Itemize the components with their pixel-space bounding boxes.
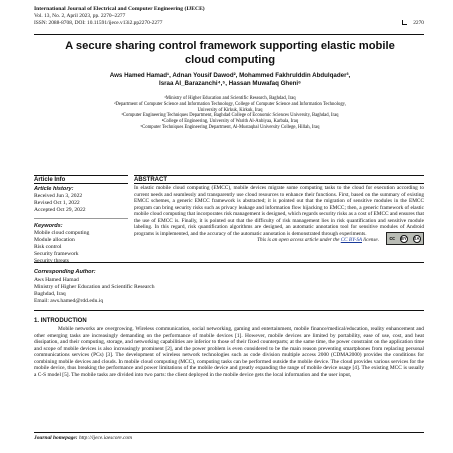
cc-sa-icon: SA (413, 236, 420, 241)
keywords-label: Keywords: (34, 223, 63, 229)
corresponding-org: Ministry of Higher Education and Scientific Research (34, 284, 155, 290)
keyword-item: Mobile cloud computing (34, 230, 90, 236)
journal-title: International Journal of Electrical and Computer Engineering (IJECE) (34, 6, 205, 12)
keyword-item: Risk control (34, 244, 62, 250)
corner-mark-icon (402, 20, 407, 25)
corresponding-name: Aws Hamed Hamad (34, 277, 79, 283)
license-suffix: license. (363, 237, 379, 243)
issn-row (34, 20, 424, 27)
article-info-panel (34, 185, 128, 265)
history-accepted: Accepted Oct 29, 2022 (34, 207, 86, 213)
corresponding-author-block (34, 268, 254, 305)
page-number: 2270 (413, 19, 424, 26)
footer-url[interactable]: http://ijece.iaescore.com (78, 435, 133, 441)
paper-title: A secure sharing control framework supporting elastic mobile cloud computing (65, 40, 395, 66)
header-rule (34, 34, 424, 35)
affiliation-line: University of Kirkuk, Kirkuk, Iraq (197, 107, 263, 113)
license-statement (134, 237, 379, 243)
info-divider (34, 218, 128, 219)
corresponding-city: Baghdad, Iraq (34, 291, 66, 297)
journal-header (34, 6, 424, 26)
author-line-1: Aws Hamed Hamad¹, Adnan Yousif Dawod², Mohammed Fakhrulddin Abdulqader³, (109, 72, 351, 79)
affiliation-line: ⁴College of Engineering, University of Warith Al-Anbiyaa, Karbala, Iraq (161, 119, 299, 125)
history-received: Received Jun 3, 2022 (34, 193, 83, 199)
author-line-2: Israa Al_Barazanchi⁴,⁵, Hassan Muwafaq Gheni⁶ (158, 79, 301, 87)
abstract-heading: ABSTRACT (134, 175, 424, 184)
affiliation-line: ¹Ministry of Higher Education and Scientific Research, Baghdad, Iraq (164, 96, 296, 101)
license-prefix: This is an open access article under the (257, 237, 340, 243)
section-rule (34, 262, 424, 263)
cc-icon: cc (389, 235, 395, 242)
keyword-item: Security framework (34, 251, 79, 257)
section-rule (34, 310, 424, 311)
affiliation-line: ²Department of Computer Science and Information Technology, College of Computer Science and Information Technology, (114, 101, 346, 107)
cc-license-badge[interactable] (386, 232, 424, 245)
journal-volume: Vol. 13, No. 2, April 2023, pp. 2270~2277 (34, 13, 126, 19)
affiliation-line: ³Computer Engineering Techniques Department, Baghdad College of Economic Sciences University, Baghdad, Iraq (121, 113, 339, 119)
corresponding-email[interactable]: Email: aws.hamed@rdd.edu.iq (34, 298, 104, 304)
keyword-item: Module allocation (34, 237, 75, 243)
keyword-item: Security threats (34, 258, 69, 264)
author-list (60, 72, 400, 87)
journal-issn: ISSN: 2088-8708, DOI: 10.11591/ijece.v13i2.pp2270-2277 (34, 19, 163, 26)
introduction-text: Mobile networks are overgrowing. Wireless communication, social networking, gaming and entertainment, mobile finance/medical/education, reality enhancement and other emerging tasks are increasingly demanding on the performance of mobile devices [1]. However, mobile devices are limited by portability, ease of use, cost, and heat dissipation, and their computing, storage, and networking capabilities are inferior to those of their fixed counterparts; at the same time, the power constraint on the application time and scope of mobile devices is also increasingly prominent [2], and the power problem is even considered to be the main reason preventing smartphones from replacing personal communications services (PCs) [3]. The development of wireless network technologies such as code division multiple access 2000 (CDMA2000) provides the conditions for combining mobile devices and clouds. In mobile cloud computing (MCC), computing tasks can be performed outside the mobile device. The cloud provides various services for the mobile device, thus breaking the performance and power limitations of the mobile device and greatly expanding the range of mobile device usage [4]. The existing MCC is usually a C-S model [5]. The mobile tasks are divided into two parts: the client deployed in the mobile device gets the local information and the user input, (34, 326, 424, 378)
corresponding-label: Corresponding Author: (34, 269, 96, 275)
abstract-text: In elastic mobile cloud computing (EMCC), mobile devices migrate some computing tasks to the cloud for execution according to current needs and seamlessly and transparently use cloud resources to enhance their functions. First, based on the summary of existing EMCC schemes, a generic EMCC framework is abstracted; it is pointed out that the migration of sensitive modules in the EMCC program can bring security risks such as privacy leakage and information flow hijacking to EMCC; then, a generic framework of elastic mobile cloud computing that incorporates risk management is designed, which regards security risks as a cost of EMCC and ensures that the use of EMCC is. Finally, it is pointed out that the difficulty of risk management lies in risk quantification and sensitive module labeling. In this regard, risk quantification algorithms are designed, an automatic annotation tool for sensitive modules of Android programs is implemented, and the accuracy of the automatic annotation is demonstrated through experiments. (134, 185, 424, 237)
article-info-heading: Article Info (34, 175, 128, 184)
history-label: Article history: (34, 186, 74, 192)
page-number-block (402, 20, 424, 26)
license-link[interactable]: CC BY-SA (340, 237, 362, 243)
introduction-heading: 1. INTRODUCTION (34, 318, 87, 324)
history-revised: Revised Oct 1, 2022 (34, 200, 80, 206)
cc-by-icon: BY (400, 236, 407, 241)
page-footer (34, 432, 424, 441)
affiliation-list (50, 96, 410, 131)
affiliation-line: ⁵Computer Techniques Engineering Department, Al-Mustaqbal University College, Hillah, Iraq (140, 124, 320, 130)
footer-label: Journal homepage: (34, 435, 78, 441)
